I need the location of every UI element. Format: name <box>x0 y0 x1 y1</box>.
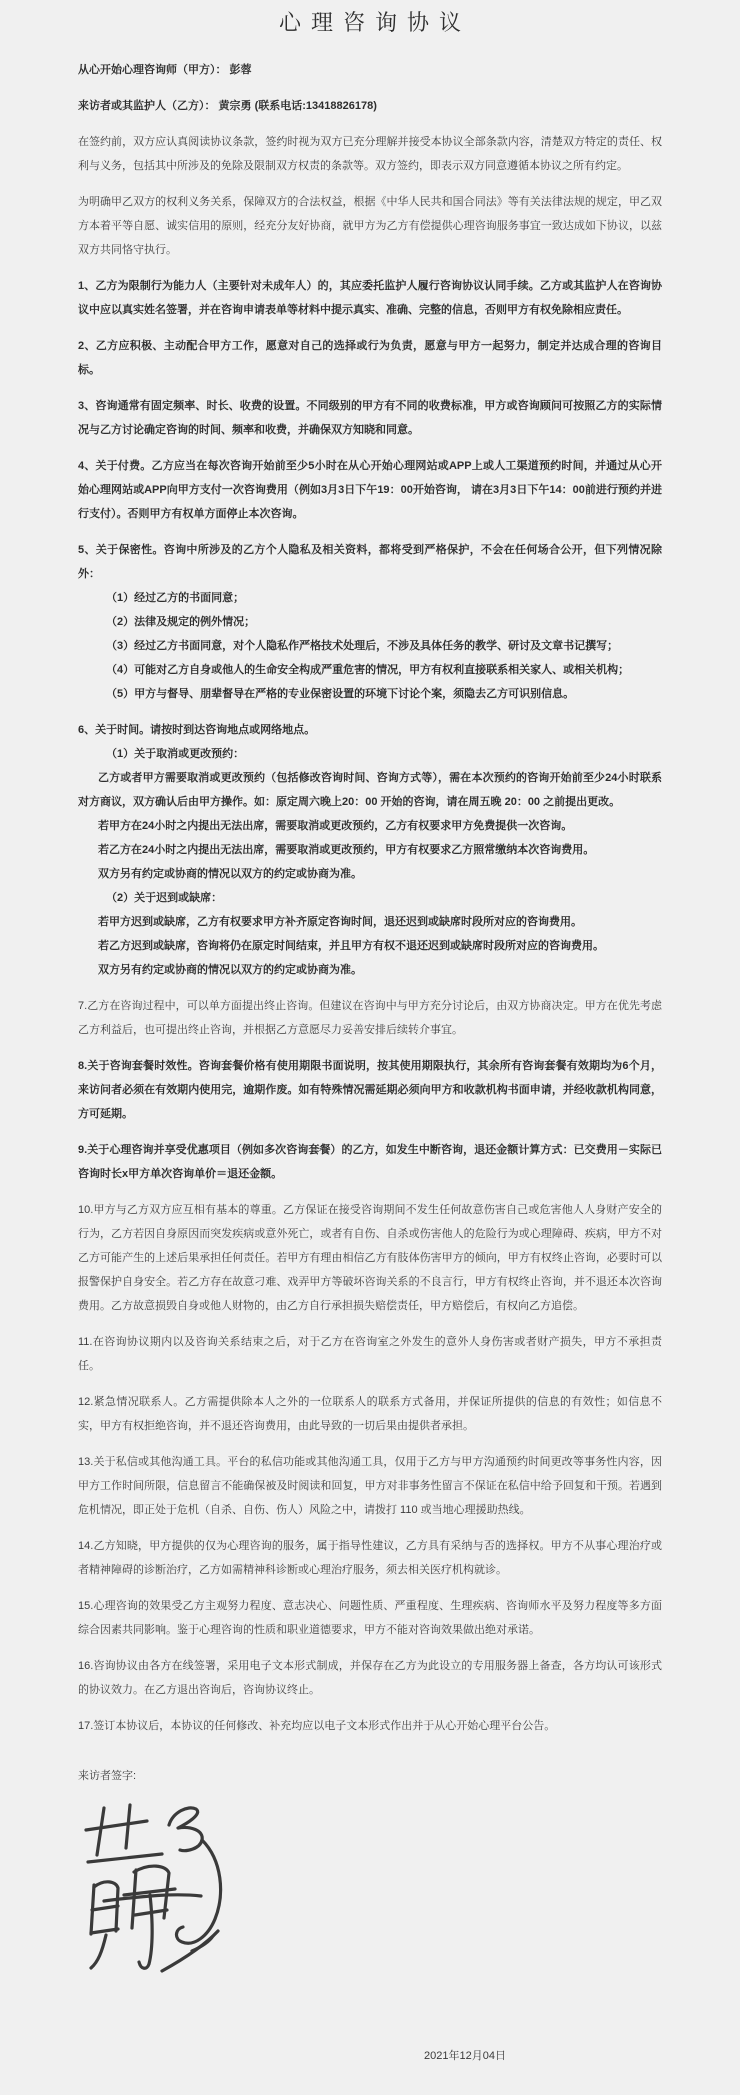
agreement-paragraph: （3）经过乙方书面同意，对个人隐私作严格技术处理后，不涉及具体任务的教学、研讨及文章书记撰写； <box>106 640 619 652</box>
agreement-paragraph: 2、乙方应积极、主动配合甲方工作，愿意对自己的选择或行为负责，愿意与甲方一起努力，制定并达成合理的咨询目标。 <box>78 340 662 376</box>
agreement-paragraph: 7.乙方在咨询过程中，可以单方面提出终止咨询。但建议在咨询中与甲方充分讨论后，由双方协商决定。甲方在优先考虑乙方利益后，也可提出终止咨询，并根据乙方意愿尽力妥善安排后续转介事宜。 <box>78 1000 662 1036</box>
agreement-paragraph: 5、关于保密性。咨询中所涉及的乙方个人隐私及相关资料，都将受到严格保护，不会在任何场合公开，但下列情况除外： <box>78 544 662 580</box>
agreement-paragraph: 10.甲方与乙方双方应互相有基本的尊重。乙方保证在接受咨询期间不发生任何故意伤害自己或危害他人人身财产安全的行为，乙方若因自身原因而突发疾病或意外死亡，或者有自伤、自杀或伤害他人的危险行为或心理障碍、疾病，甲方不对乙方可能产生的上述后果承担任何责任。若甲方有理由相信乙方有肢体伤害甲方的倾向，甲方有权终止咨询，必要时可以报警保护自身安全。若乙方存在故意刁难、戏弄甲方等破坏咨询关系的不良言行，甲方有权终止咨询，并不退还本次咨询费用。乙方故意损毁自身或他人财物的，由乙方自行承担损失赔偿责任，甲方赔偿后，有权向乙方追偿。 <box>78 1204 662 1312</box>
agreement-paragraph: 14.乙方知晓，甲方提供的仅为心理咨询的服务，属于指导性建议，乙方具有采纳与否的选择权。甲方不从事心理治疗或者精神障碍的诊断治疗，乙方如需精神科诊断或心理治疗服务，须去相关医疗机构就诊。 <box>78 1540 662 1576</box>
agreement-paragraph: 乙方或者甲方需要取消或更改预约（包括修改咨询时间、咨询方式等），需在本次预约的咨询开始前至少24小时联系对方商议，双方确认后由甲方操作。如：原定周六晚上20：00 开始的咨询，请在周五晚 20：00 之前提出更改。 <box>78 772 662 808</box>
agreement-content <box>78 58 662 1982</box>
agreement-paragraph: 3、咨询通常有固定频率、时长、收费的设置。不同级别的甲方有不同的收费标准，甲方或咨询顾问可按照乙方的实际情况与乙方讨论确定咨询的时间、频率和收费，并确保双方知晓和同意。 <box>78 400 662 436</box>
agreement-paragraph: 在签约前，双方应认真阅读协议条款，签约时视为双方已充分理解并接受本协议全部条款内容，清楚双方特定的责任、权利与义务，包括其中所涉及的免除及限制双方权责的条款等。双方签约，即表示双方同意遵循本协议之所有约定。 <box>78 136 662 172</box>
signature-date: 2021年12月04日 <box>424 2050 506 2062</box>
party-a-line: 从心开始心理咨询师（甲方）： 彭蓉 <box>78 64 252 76</box>
agreement-paragraph: 为明确甲乙双方的权利义务关系，保障双方的合法权益，根据《中华人民共和国合同法》等有关法律法规的规定，甲乙双方本着平等自愿、诚实信用的原则，经充分友好协商，就甲方为乙方有偿提供心理咨询服务事宜一致达成如下协议，以兹双方共同恪守执行。 <box>78 196 662 256</box>
agreement-clauses <box>78 130 662 1738</box>
agreement-paragraph: 11.在咨询协议期内以及咨询关系结束之后，对于乙方在咨询室之外发生的意外人身伤害或者财产损失，甲方不承担责任。 <box>78 1336 662 1372</box>
agreement-paragraph: 9.关于心理咨询并享受优惠项目（例如多次咨询套餐）的乙方，如发生中断咨询，退还金额计算方式：已交费用－实际已咨询时长x甲方单次咨询单价＝退还金额。 <box>78 1144 662 1180</box>
agreement-paragraph: 13.关于私信或其他沟通工具。平台的私信功能或其他沟通工具，仅用于乙方与甲方沟通预约时间更改等事务性内容，因甲方工作时间所限，信息留言不能确保被及时阅读和回复，甲方对非事务性留言不保证在私信中给予回复和干预。若遇到危机情况，即正处于危机（自杀、自伤、伤人）风险之中，请拨打 110 或当地心理援助热线。 <box>78 1456 662 1516</box>
agreement-paragraph: （2）法律及规定的例外情况； <box>106 616 256 628</box>
agreement-paragraph: 17.签订本协议后，本协议的任何修改、补充均应以电子文本形式作出并于从心开始心理平台公告。 <box>78 1720 556 1732</box>
agreement-paragraph: 若甲方迟到或缺席，乙方有权要求甲方补齐原定咨询时间，退还迟到或缺席时段所对应的咨询费用。 <box>98 916 582 928</box>
agreement-paragraph: 12.紧急情况联系人。乙方需提供除本人之外的一位联系人的联系方式备用，并保证所提供的信息的有效性；如信息不实，甲方有权拒绝咨询，并不退还咨询费用，由此导致的一切后果由提供者承担。 <box>78 1396 662 1432</box>
agreement-paragraph: 双方另有约定或协商的情况以双方的约定或协商为准。 <box>98 964 362 976</box>
agreement-paragraph: 6、关于时间。请按时到达咨询地点或网络地点。 <box>78 724 316 736</box>
agreement-paragraph: （2）关于迟到或缺席： <box>106 892 223 904</box>
visitor-signature-label: 来访者签字: <box>78 1770 137 1782</box>
agreement-paragraph: 4、关于付费。乙方应当在每次咨询开始前至少5小时在从心开始心理网站或APP上或人工渠道预约时间，并通过从心开始心理网站或APP向甲方支付一次咨询费用（例如3月3日下午19：00开始咨询， 请在3月3日下午14：00前进行预约并进行支付）。否则甲方有权单方面停止本次咨询。 <box>78 460 662 520</box>
signature-scrawl-icon <box>74 1800 236 1982</box>
agreement-paragraph: （1）关于取消或更改预约： <box>106 748 245 760</box>
agreement-paragraph: （4）可能对乙方自身或他人的生命安全构成严重危害的情况，甲方有权利直接联系相关家人、或相关机构； <box>106 664 630 676</box>
agreement-paragraph: 8.关于咨询套餐时效性。咨询套餐价格有使用期限书面说明，按其使用期限执行，其余所有咨询套餐有效期均为6个月，来访问者必须在有效期内使用完，逾期作废。如有特殊情况需延期必须向甲方和收款机构书面申请，并经收款机构同意，方可延期。 <box>78 1060 662 1120</box>
page-title: 心理咨询协议 <box>278 10 471 35</box>
agreement-paragraph: 1、乙方为限制行为能力人（主要针对未成年人）的，其应委托监护人履行咨询协议认同手续。乙方或其监护人在咨询协议中应以真实姓名签署，并在咨询申请表单等材料中提示真实、准确、完整的信息，否则甲方有权免除相应责任。 <box>78 280 662 316</box>
agreement-paragraph: 16.咨询协议由各方在线签署，采用电子文本形式制成，并保存在乙方为此设立的专用服务器上备查，各方均认可该形式的协议效力。在乙方退出咨询后，咨询协议终止。 <box>78 1660 662 1696</box>
agreement-paragraph: 双方另有约定或协商的情况以双方的约定或协商为准。 <box>98 868 362 880</box>
party-b-line: 来访者或其监护人（乙方）： 黄宗勇 (联系电话:13418826178) <box>78 100 377 112</box>
agreement-paragraph: 15.心理咨询的效果受乙方主观努力程度、意志决心、问题性质、严重程度、生理疾病、咨询师水平及努力程度等多方面综合因素共同影响。鉴于心理咨询的性质和职业道德要求，甲方不能对咨询效果做出绝对承诺。 <box>78 1600 662 1636</box>
agreement-paragraph: （5）甲方与督导、朋辈督导在严格的专业保密设置的环境下讨论个案，须隐去乙方可识别信息。 <box>106 688 575 700</box>
agreement-paragraph: 若甲方在24小时之内提出无法出席，需要取消或更改预约，乙方有权要求甲方免费提供一次咨询。 <box>98 820 573 832</box>
agreement-paragraph: 若乙方在24小时之内提出无法出席，需要取消或更改预约，甲方有权要求乙方照常缴纳本次咨询费用。 <box>98 844 595 856</box>
handwritten-signature <box>74 1800 236 1982</box>
agreement-paragraph: 若乙方迟到或缺席，咨询将仍在原定时间结束，并且甲方有权不退还迟到或缺席时段所对应的咨询费用。 <box>98 940 604 952</box>
agreement-paragraph: （1）经过乙方的书面同意； <box>106 592 245 604</box>
